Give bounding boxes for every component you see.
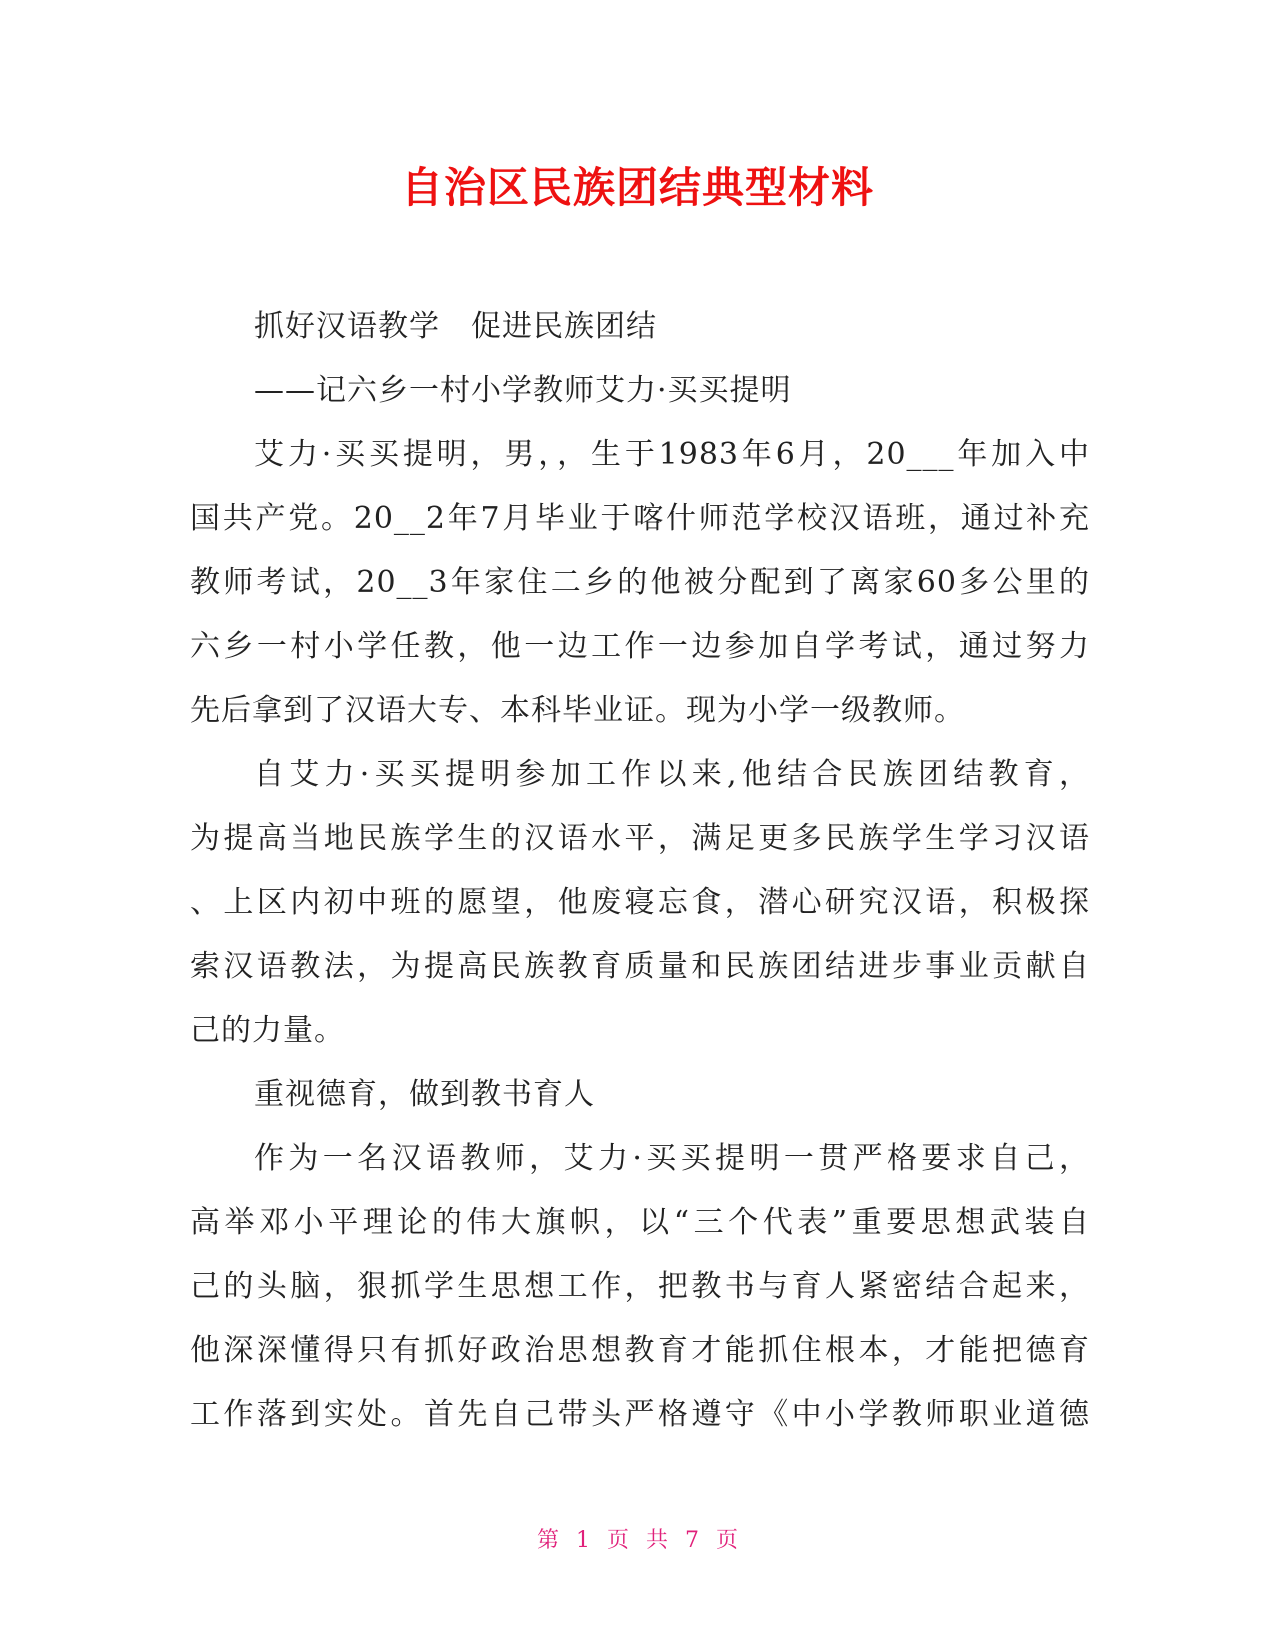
body-line: 索汉语教法，为提高民族教育质量和民族团结进步事业贡献自 — [190, 949, 1090, 984]
body-line: 作为一名汉语教师，艾力·买买提明一贯严格要求自己， — [254, 1141, 1090, 1176]
body-line: 教师考试，20__3年家住二乡的他被分配到了离家60多公里的 — [190, 565, 1090, 600]
body-line: 先后拿到了汉语大专、本科毕业证。现为小学一级教师。 — [190, 693, 965, 728]
body-line: 高举邓小平理论的伟大旗帜，以“三个代表”重要思想武装自 — [190, 1205, 1090, 1240]
section-heading: 抓好汉语教学 促进民族团结 — [254, 309, 657, 344]
subtitle-line: ——记六乡一村小学教师艾力·买买提明 — [254, 373, 792, 408]
document-title: 自治区民族团结典型材料 — [400, 163, 874, 212]
body-line: 为提高当地民族学生的汉语水平，满足更多民族学生学习汉语 — [190, 821, 1090, 856]
body-line: 、上区内初中班的愿望，他废寝忘食，潜心研究汉语，积极探 — [190, 885, 1090, 920]
body-line: 自艾力·买买提明参加工作以来,他结合民族团结教育， — [254, 757, 1090, 792]
body-line: 艾力·买买提明，男，，生于1983年6月，20___年加入中 — [254, 437, 1090, 472]
document-body — [190, 295, 1090, 1447]
body-line: 六乡一村小学任教，他一边工作一边参加自学考试，通过努力 — [190, 629, 1090, 664]
body-line: 工作落到实处。首先自己带头严格遵守《中小学教师职业道德 — [190, 1397, 1090, 1432]
body-line: 己的力量。 — [190, 1013, 345, 1048]
page-footer: 第 1 页 共 7 页 — [537, 1528, 738, 1553]
body-line: 己的头脑，狠抓学生思想工作，把教书与育人紧密结合起来， — [190, 1269, 1090, 1304]
body-line: 国共产党。20__2年7月毕业于喀什师范学校汉语班，通过补充 — [190, 501, 1090, 536]
section-heading: 重视德育，做到教书育人 — [254, 1077, 595, 1112]
body-line: 他深深懂得只有抓好政治思想教育才能抓住根本，才能把德育 — [190, 1333, 1090, 1368]
